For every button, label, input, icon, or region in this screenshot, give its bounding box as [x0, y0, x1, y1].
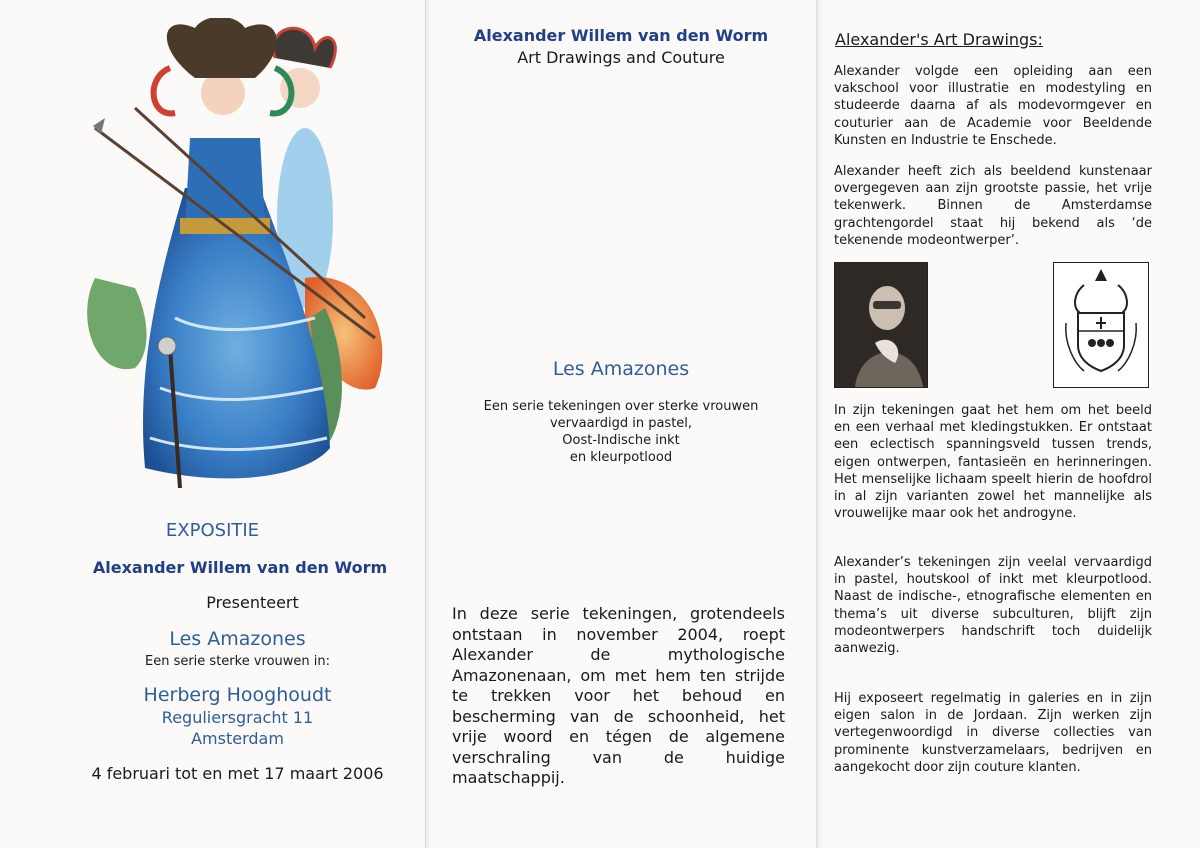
artist-name: Alexander Willem van den Worm: [92, 558, 388, 577]
bio-paragraph: Hij exposeert regelmatig in galeries en in zijn eigen salon in de Jordaan. Zijn werken zijn vertegenwoordigd in diverse collecties van prominente kunstverzamelaars, bedrijven en aangekocht door zijn couture klanten.: [834, 691, 1152, 775]
venue-city: Amsterdam: [191, 729, 284, 748]
description-line: Een serie tekeningen over sterke vrouwen: [483, 399, 759, 414]
middle-tagline: Art Drawings and Couture: [517, 48, 725, 67]
presents-label: Presenteert: [206, 593, 299, 612]
exhibition-heading: EXPOSITIE: [165, 520, 260, 541]
description-line: en kleurpotlood: [569, 450, 673, 465]
description-line: Oost-Indische inkt: [562, 433, 680, 448]
exhibition-dates: 4 februari tot en met 17 maart 2006: [91, 764, 384, 783]
middle-title: Les Amazones: [552, 358, 690, 380]
bio-paragraph: Alexander’s tekeningen zijn veelal vervaardigd in pastel, houtskool of inkt met kleurpotlood. Naast de indische-, etnografische elementen en thema’s uit diverse subculturen, blijft zijn modeontwerpers handschrift toch duidelijk aanwezig.: [834, 555, 1152, 657]
venue-name: Herberg Hooghoudt: [143, 684, 332, 706]
middle-artist-name: Alexander Willem van den Worm: [473, 26, 769, 45]
amazones-illustration: [75, 18, 405, 508]
description-line: vervaardigd in pastel,: [549, 416, 693, 431]
bio-paragraph: In zijn tekeningen gaat het hem om het beeld en een verhaal met kledingstukken. Er ontstaat een eclectisch spanningsveld tussen trends, eigen ontwerpen, fantasieën en herinneringen. Het menselijke lichaam speelt hierin de hoofdrol in al zijn varianten zowel het mannelijke als vrouwelijke maar ook het androgyne.: [834, 403, 1152, 522]
venue-street: Reguliersgracht 11: [161, 708, 314, 727]
fold-shadow-right: [817, 0, 823, 848]
middle-description: [426, 398, 816, 466]
middle-body-text: In deze serie tekeningen, grotendeels ontstaan in november 2004, roept Alexander de mythologische Amazonenaan, om met hem ten strijde te trekken voor het behoud en bescherming van de schoonheid, het vrije woord en tégen de algemene verschraling van de huidige maatschappij.: [452, 604, 785, 787]
coat-of-arms-image: [1053, 262, 1149, 388]
bio-paragraph: Alexander heeft zich als beeldend kunstenaar overgegeven aan zijn grootste passie, het vrije tekenwerk. Binnen de Amsterdamse grachtengordel staat hij bekend als ‘de tekenende modeontwerper’.: [834, 164, 1152, 248]
artist-portrait-photo: [834, 262, 928, 388]
right-heading: Alexander's Art Drawings:: [835, 30, 1043, 49]
bio-paragraph: Alexander volgde een opleiding aan een vakschool voor illustratie en modestyling en studeerde daarna af als modevormgever en couturier aan de Academie voor Beeldende Kunsten en Industrie te Enschede.: [834, 64, 1152, 148]
exhibition-subtitle: Een serie sterke vrouwen in:: [144, 654, 331, 669]
exhibition-title: Les Amazones: [169, 628, 306, 650]
